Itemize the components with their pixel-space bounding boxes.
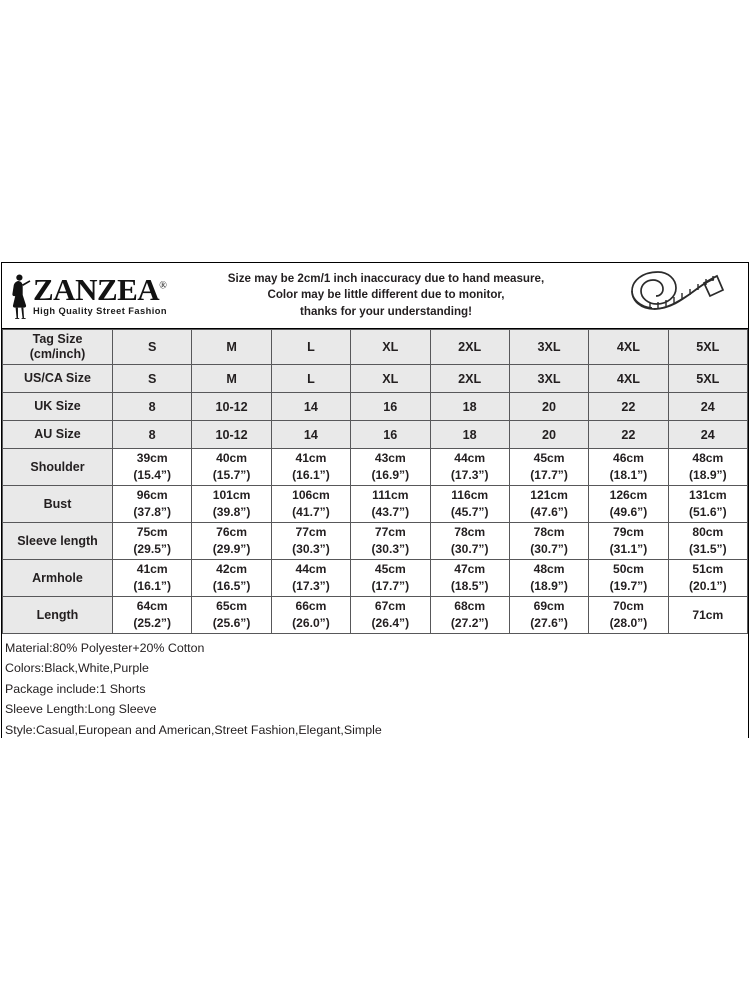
table-row xyxy=(3,330,748,365)
cell-armhole-4xl: 50cm (19.7”) xyxy=(589,560,668,597)
table-row xyxy=(3,365,748,393)
cell-armhole-l: 44cm (17.3”) xyxy=(271,560,350,597)
row-label-armhole: Armhole xyxy=(3,560,113,597)
table-row xyxy=(3,449,748,486)
cell-uk-size-5xl: 24 xyxy=(668,393,747,421)
row-label-uk-size: UK Size xyxy=(3,393,113,421)
spec-colors: Colors:Black,White,Purple xyxy=(5,661,149,676)
cell-shoulder-m: 40cm (15.7”) xyxy=(192,449,271,486)
cell-shoulder-5xl: 48cm (18.9”) xyxy=(668,449,747,486)
cell-sleeve-length-xl: 77cm (30.3”) xyxy=(351,523,430,560)
cell-shoulder-4xl: 46cm (18.1”) xyxy=(589,449,668,486)
cell-bust-2xl: 116cm (45.7”) xyxy=(430,486,509,523)
size-table xyxy=(2,329,748,634)
cell-au-size-5xl: 24 xyxy=(668,421,747,449)
spec-package: Package include:1 Shorts xyxy=(5,681,146,696)
cell-tag-size-xl: XL xyxy=(351,330,430,365)
spec-sleeve-length: Sleeve Length:Long Sleeve xyxy=(5,702,157,717)
cell-au-size-2xl: 18 xyxy=(430,421,509,449)
cell-shoulder-3xl: 45cm (17.7”) xyxy=(509,449,588,486)
cell-length-s: 64cm (25.2”) xyxy=(113,597,192,634)
measuring-tape-icon xyxy=(622,264,734,327)
spec-style: Style:Casual,European and American,Street Fashion,Elegant,Simple xyxy=(5,722,382,737)
cell-sleeve-length-2xl: 78cm (30.7”) xyxy=(430,523,509,560)
row-label-au-size: AU Size xyxy=(3,421,113,449)
cell-bust-4xl: 126cm (49.6”) xyxy=(589,486,668,523)
cell-sleeve-length-5xl: 80cm (31.5”) xyxy=(668,523,747,560)
cell-au-size-l: 14 xyxy=(271,421,350,449)
cell-tag-size-5xl: 5XL xyxy=(668,330,747,365)
cell-bust-xl: 111cm (43.7”) xyxy=(351,486,430,523)
row-label-tag-size xyxy=(3,330,113,365)
cell-shoulder-xl: 43cm (16.9”) xyxy=(351,449,430,486)
brand-name: ZANZEA® xyxy=(33,272,167,308)
cell-tag-size-2xl: 2XL xyxy=(430,330,509,365)
cell-length-5xl: 71cm xyxy=(668,597,747,634)
cell-shoulder-s: 39cm (15.4”) xyxy=(113,449,192,486)
notice-line-1: Size may be 2cm/1 inch inaccuracy due to hand measure, xyxy=(227,272,545,286)
cell-shoulder-l: 41cm (16.1”) xyxy=(271,449,350,486)
cell-au-size-xl: 16 xyxy=(351,421,430,449)
cell-au-size-m: 10-12 xyxy=(192,421,271,449)
cell-au-size-4xl: 22 xyxy=(589,421,668,449)
brand-tagline: High Quality Street Fashion xyxy=(33,306,168,317)
cell-bust-l: 106cm (41.7”) xyxy=(271,486,350,523)
cell-sleeve-length-m: 76cm (29.9”) xyxy=(192,523,271,560)
cell-uk-size-2xl: 18 xyxy=(430,393,509,421)
cell-uk-size-3xl: 20 xyxy=(509,393,588,421)
cell-length-m: 65cm (25.6”) xyxy=(192,597,271,634)
cell-usca-size-5xl: 5XL xyxy=(668,365,747,393)
cell-usca-size-l: L xyxy=(271,365,350,393)
cell-tag-size-m: M xyxy=(192,330,271,365)
cell-armhole-xl: 45cm (17.7”) xyxy=(351,560,430,597)
cell-uk-size-m: 10-12 xyxy=(192,393,271,421)
table-row xyxy=(3,560,748,597)
cell-bust-3xl: 121cm (47.6”) xyxy=(509,486,588,523)
cell-armhole-5xl: 51cm (20.1”) xyxy=(668,560,747,597)
table-row xyxy=(3,393,748,421)
brand-logo xyxy=(2,263,168,328)
cell-tag-size-l: L xyxy=(271,330,350,365)
cell-length-3xl: 69cm (27.6”) xyxy=(509,597,588,634)
cell-length-2xl: 68cm (27.2”) xyxy=(430,597,509,634)
cell-shoulder-2xl: 44cm (17.3”) xyxy=(430,449,509,486)
cell-sleeve-length-l: 77cm (30.3”) xyxy=(271,523,350,560)
cell-tag-size-4xl: 4XL xyxy=(589,330,668,365)
table-row xyxy=(3,421,748,449)
cell-usca-size-3xl: 3XL xyxy=(509,365,588,393)
notice-line-2: Color may be little different due to monitor, xyxy=(267,288,505,302)
cell-usca-size-m: M xyxy=(192,365,271,393)
row-label-length: Length xyxy=(3,597,113,634)
cell-length-xl: 67cm (26.4”) xyxy=(351,597,430,634)
registered-trademark-icon: ® xyxy=(159,281,167,293)
row-label-sleeve-length: Sleeve length xyxy=(3,523,113,560)
cell-usca-size-s: S xyxy=(113,365,192,393)
chart-header xyxy=(2,263,748,329)
product-specs xyxy=(2,634,748,740)
woman-silhouette-icon xyxy=(8,273,32,319)
cell-au-size-3xl: 20 xyxy=(509,421,588,449)
table-row xyxy=(3,523,748,560)
brand-wordmark-group xyxy=(33,274,167,316)
measurement-notice xyxy=(164,271,608,320)
cell-usca-size-4xl: 4XL xyxy=(589,365,668,393)
row-label-shoulder: Shoulder xyxy=(3,449,113,486)
cell-armhole-m: 42cm (16.5”) xyxy=(192,560,271,597)
cell-sleeve-length-4xl: 79cm (31.1”) xyxy=(589,523,668,560)
cell-tag-size-3xl: 3XL xyxy=(509,330,588,365)
cell-uk-size-s: 8 xyxy=(113,393,192,421)
cell-bust-5xl: 131cm (51.6”) xyxy=(668,486,747,523)
cell-uk-size-l: 14 xyxy=(271,393,350,421)
spec-material: Material:80% Polyester+20% Cotton xyxy=(5,641,205,655)
cell-usca-size-xl: XL xyxy=(351,365,430,393)
cell-length-4xl: 70cm (28.0”) xyxy=(589,597,668,634)
cell-armhole-s: 41cm (16.1”) xyxy=(113,560,192,597)
cell-tag-size-s: S xyxy=(113,330,192,365)
cell-usca-size-2xl: 2XL xyxy=(430,365,509,393)
cell-uk-size-xl: 16 xyxy=(351,393,430,421)
cell-bust-m: 101cm (39.8”) xyxy=(192,486,271,523)
table-row xyxy=(3,597,748,634)
table-row xyxy=(3,486,748,523)
row-label-us-ca-size: US/CA Size xyxy=(3,365,113,393)
size-chart-frame xyxy=(1,262,749,738)
notice-line-3: thanks for your understanding! xyxy=(300,304,472,318)
row-label-line-1: Tag Size xyxy=(32,332,83,346)
measuring-tape-illustration xyxy=(608,263,748,328)
cell-length-l: 66cm (26.0”) xyxy=(271,597,350,634)
cell-armhole-2xl: 47cm (18.5”) xyxy=(430,560,509,597)
row-label-bust: Bust xyxy=(3,486,113,523)
cell-armhole-3xl: 48cm (18.9”) xyxy=(509,560,588,597)
cell-sleeve-length-s: 75cm (29.5”) xyxy=(113,523,192,560)
cell-uk-size-4xl: 22 xyxy=(589,393,668,421)
cell-sleeve-length-3xl: 78cm (30.7”) xyxy=(509,523,588,560)
cell-au-size-s: 8 xyxy=(113,421,192,449)
row-label-line-2: (cm/inch) xyxy=(29,347,86,361)
cell-bust-s: 96cm (37.8”) xyxy=(113,486,192,523)
